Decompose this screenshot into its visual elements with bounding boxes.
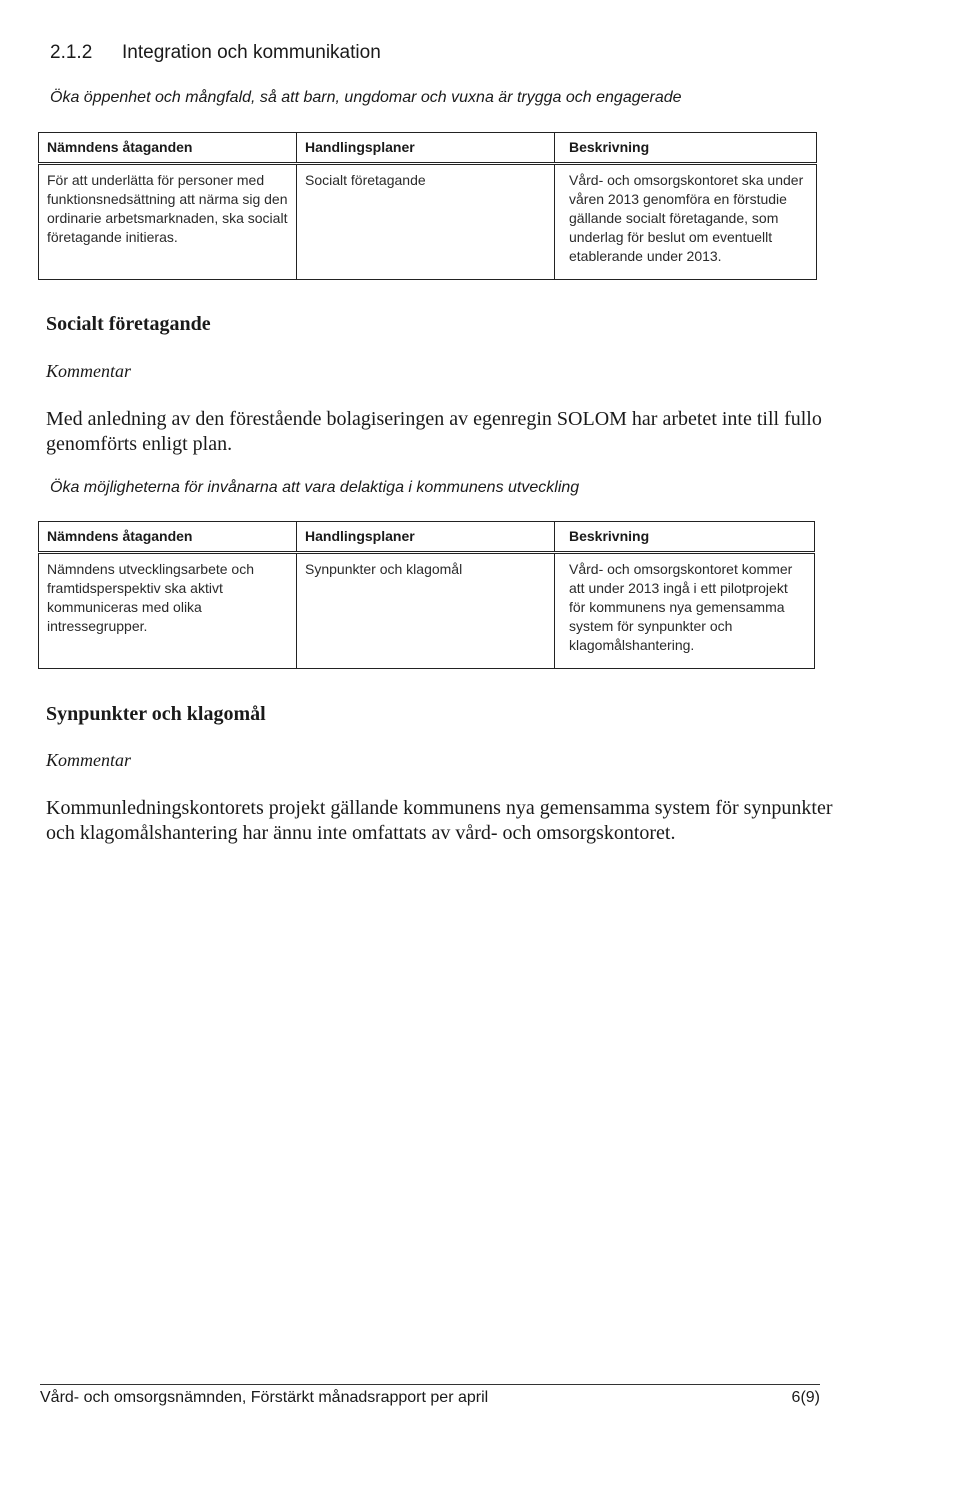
column-header-action-plans: Handlingsplaner [297, 522, 555, 553]
column-header-description: Beskrivning [555, 522, 815, 553]
goal-statement-1: Öka öppenhet och mångfald, så att barn, ungdomar och vuxna är trygga och engagerade [50, 89, 682, 106]
comment-text-1: Med anledning av den förestående bolagiseringen av egenregin SOLOM har arbetet inte till fullo genomförts enligt plan. [46, 408, 822, 455]
plan-table-1 [38, 132, 817, 280]
table-header-row [39, 522, 815, 553]
column-header-description: Beskrivning [555, 133, 817, 164]
section-number: 2.1.2 [50, 42, 93, 63]
table-header-row [39, 133, 817, 164]
comment-text-2: Kommunledningskontorets projekt gällande kommunens nya gemensamma system för synpunkter och klagomålshantering har ännu inte omfattats av vård- och omsorgskontoret. [46, 797, 833, 844]
column-header-commitments: Nämndens åtaganden [39, 522, 297, 553]
page-footer [40, 1389, 820, 1407]
section-title: Integration och kommunikation [122, 42, 381, 63]
section-heading [50, 42, 381, 64]
table-row [39, 164, 817, 280]
comment-label-2: Kommentar [46, 750, 131, 770]
table-row [39, 553, 815, 669]
cell-description: Vård- och omsorgskontoret ska under våren 2013 genomföra en förstudie gällande socialt företagande, som underlag för beslut om eventuellt etablerande under 2013. [555, 164, 817, 280]
comment-label-1: Kommentar [46, 361, 131, 381]
cell-commitment: För att underlätta för personer med funktionsnedsättning att närma sig den ordinarie arbetsmarknaden, ska socialt företagande initieras. [39, 164, 297, 280]
page-number: 6(9) [791, 1389, 820, 1406]
plan-table-2 [38, 521, 815, 669]
footer-title: Vård- och omsorgsnämnden, Förstärkt månadsrapport per april [40, 1389, 489, 1406]
footer-divider [40, 1384, 820, 1385]
goal-statement-2: Öka möjligheterna för invånarna att vara delaktiga i kommunens utveckling [50, 479, 580, 496]
subsection-heading-feedback-complaints: Synpunkter och klagomål [46, 703, 266, 725]
subsection-heading-social-enterprise: Socialt företagande [46, 313, 211, 335]
cell-action-plan: Socialt företagande [297, 164, 555, 280]
cell-description: Vård- och omsorgskontoret kommer att under 2013 ingå i ett pilotprojekt för kommunens nya gemensamma system för synpunkter och klagomålshantering. [555, 553, 815, 669]
cell-commitment: Nämndens utvecklingsarbete och framtidsperspektiv ska aktivt kommuniceras med olika intressegrupper. [39, 553, 297, 669]
cell-action-plan: Synpunkter och klagomål [297, 553, 555, 669]
column-header-action-plans: Handlingsplaner [297, 133, 555, 164]
column-header-commitments: Nämndens åtaganden [39, 133, 297, 164]
